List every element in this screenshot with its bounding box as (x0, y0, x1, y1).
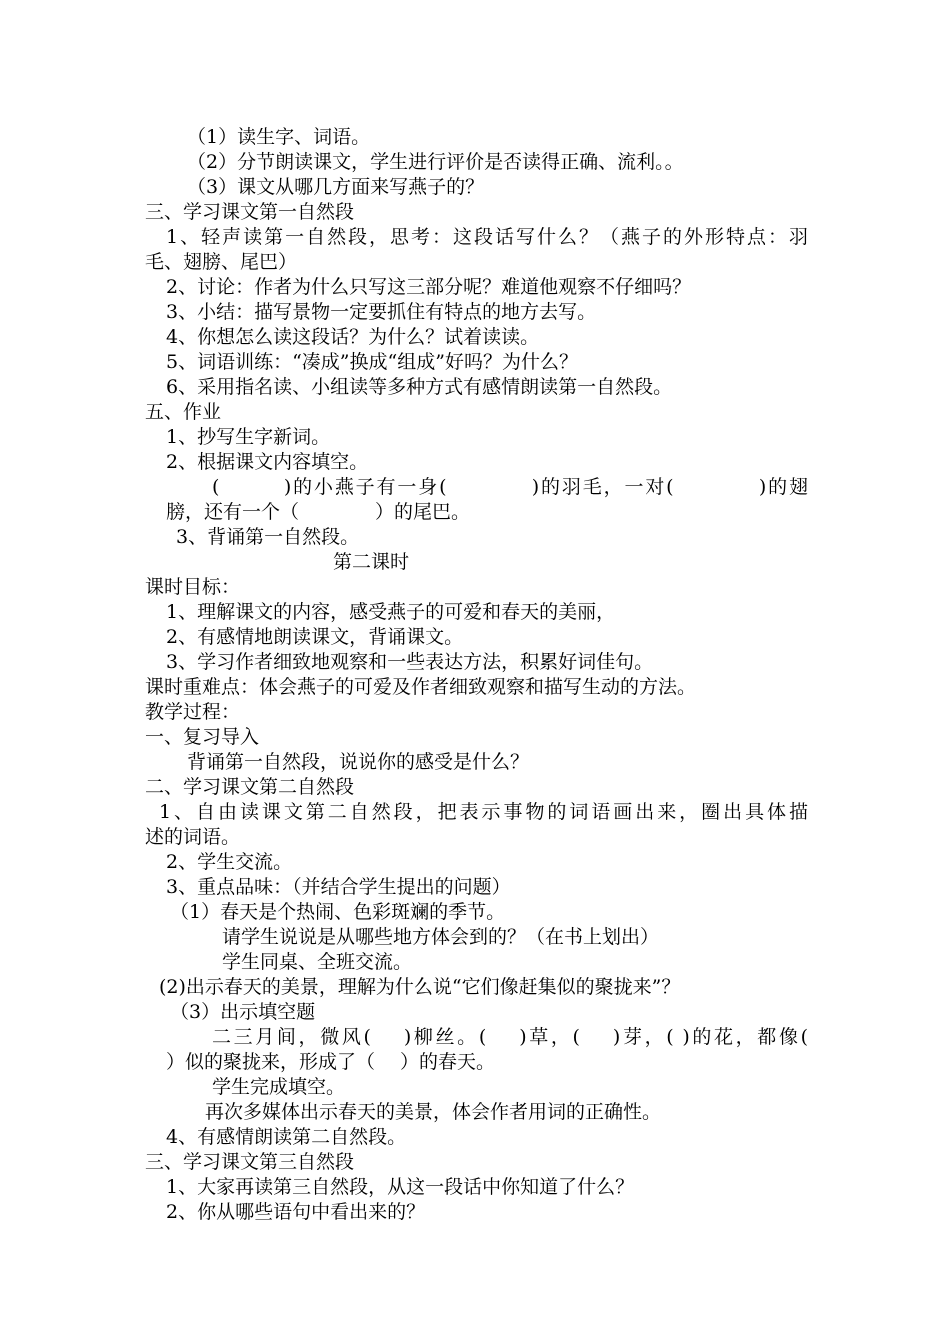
text-line: 5、词语训练：“凑成”换成“组成”好吗？为什么？ (166, 351, 578, 373)
text-line: (2)出示春天的美景，理解为什么说“它们像赶集似的聚拢来”？ (159, 976, 681, 998)
text-line: （3）出示填空题 (170, 1001, 316, 1023)
fill-in-blank-line: ）似的聚拢来，形成了（ ）的春天。 (166, 1051, 496, 1073)
text-line: （3）课文从哪几方面来写燕子的？ (187, 176, 485, 198)
text-line: 2、有感情地朗读课文，背诵课文。 (166, 626, 464, 648)
fill-in-blank-line: 膀，还有一个（ ）的尾巴。 (166, 501, 471, 523)
text-line: （2）分节朗读课文，学生进行评价是否读得正确、流利。。 (187, 151, 684, 173)
text-line: 3、重点品味：（并结合学生提出的问题） (166, 876, 511, 898)
text-line: 1、大家再读第三自然段，从这一段话中你知道了什么？ (166, 1176, 635, 1198)
text-line: 背诵第一自然段，说说你的感受是什么？ (187, 751, 530, 773)
text-line: 2、讨论：作者为什么只写这三部分呢？难道他观察不仔细吗？ (166, 276, 692, 298)
text-line: 3、小结：描写景物一定要抓住有特点的地方去写。 (166, 301, 597, 323)
fill-in-blank-line: 二三月间，微风( )柳丝。( )草，( )芽，( )的花，都像( (212, 1026, 808, 1048)
text-line: 学生同桌、全班交流。 (222, 951, 413, 973)
lesson-title: 第二课时 (333, 551, 410, 573)
text-line: （1）读生字、词语。 (187, 126, 371, 148)
section-heading: 三、学习课文第三自然段 (145, 1151, 355, 1173)
section-heading: 一、复习导入 (145, 726, 260, 748)
text-line: 4、有感情朗读第二自然段。 (166, 1126, 407, 1148)
text-line: 2、学生交流。 (166, 851, 293, 873)
text-line: 课时重难点：体会燕子的可爱及作者细致观察和描写生动的方法。 (145, 676, 697, 698)
text-line: 2、根据课文内容填空。 (166, 451, 369, 473)
text-line: 述的词语。 (145, 826, 241, 848)
text-line: 1、抄写生字新词。 (166, 426, 331, 448)
text-line: 4、你想怎么读这段话？为什么？试着读读。 (166, 326, 540, 348)
text-line: 学生完成填空。 (212, 1076, 346, 1098)
text-line: 毛、翅膀、尾巴） (145, 251, 298, 273)
text-line: （1）春天是个热闹、色彩斑斓的季节。 (170, 901, 506, 923)
fill-in-blank-line: ( )的小燕子有一身( )的羽毛，一对( )的翅 (212, 476, 808, 498)
text-line: 1、轻声读第一自然段，思考：这段话写什么？（燕子的外形特点：羽 (166, 226, 808, 248)
text-line: 再次多媒体出示春天的美景，体会作者用词的正确性。 (205, 1101, 662, 1123)
text-line: 6、采用指名读、小组读等多种方式有感情朗读第一自然段。 (166, 376, 673, 398)
section-heading: 五、作业 (145, 401, 222, 423)
text-line: 3、学习作者细致地观察和一些表达方法，积累好词佳句。 (166, 651, 654, 673)
text-line: 请学生说说是从哪些地方体会到的？（在书上划出） (222, 926, 660, 948)
section-heading: 二、学习课文第二自然段 (145, 776, 355, 798)
text-line: 1、理解课文的内容，感受燕子的可爱和春天的美丽， (166, 601, 616, 623)
section-heading: 教学过程： (145, 701, 241, 723)
text-line: 2、你从哪些语句中看出来的？ (166, 1201, 426, 1223)
text-line: 1、自由读课文第二自然段，把表示事物的词语画出来，圈出具体描 (159, 801, 808, 823)
text-line: 3、背诵第一自然段。 (176, 526, 360, 548)
section-heading: 三、学习课文第一自然段 (145, 201, 355, 223)
section-heading: 课时目标： (145, 576, 241, 598)
